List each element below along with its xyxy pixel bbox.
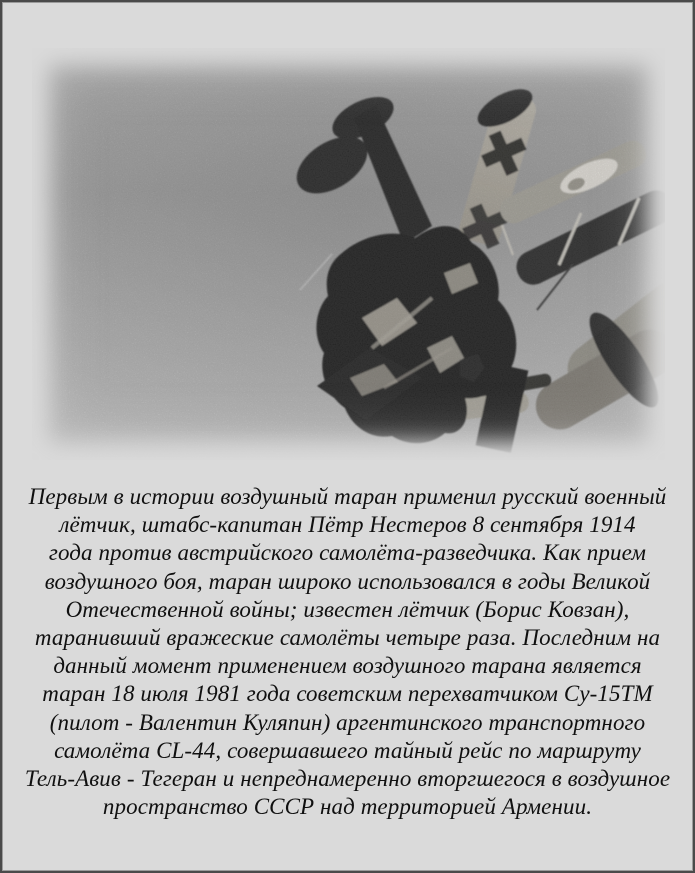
caption-line: самолёта CL-44, совершавшего тайный рейс по маршруту: [54, 737, 641, 763]
caption-line: Отечественной войны; известен лётчик (Борис Ковзан),: [65, 596, 630, 622]
caption-line: таранивший вражеские самолёты четыре раза. Последним на: [34, 625, 661, 651]
photo-aerial-ramming: [32, 48, 665, 460]
caption-line: Тель-Авив - Тегеран и непреднамеренно вторгшегося в воздушное: [24, 766, 671, 792]
caption-line: пространство СССР над территорией Армении.: [102, 794, 593, 820]
caption-line: воздушного боя, таран широко использовался в годы Великой: [44, 568, 651, 594]
photo-illustration: [32, 48, 665, 460]
caption-line: (пилот - Валентин Куляпин) аргентинского транспортного: [49, 709, 646, 735]
caption-line: года против австрийского самолёта-разведчика. Как прием: [48, 540, 647, 566]
caption-line: Первым в истории воздушный таран применил русский военный: [28, 484, 667, 509]
caption-line: таран 18 июля 1981 года советским перехватчиком Су-15ТМ: [42, 681, 653, 707]
caption-line: лётчик, штабс-капитан Пётр Нестеров 8 сентября 1914: [59, 512, 636, 538]
caption-line: данный момент применением воздушного тарана является: [53, 653, 642, 679]
caption-text: [10, 483, 685, 821]
